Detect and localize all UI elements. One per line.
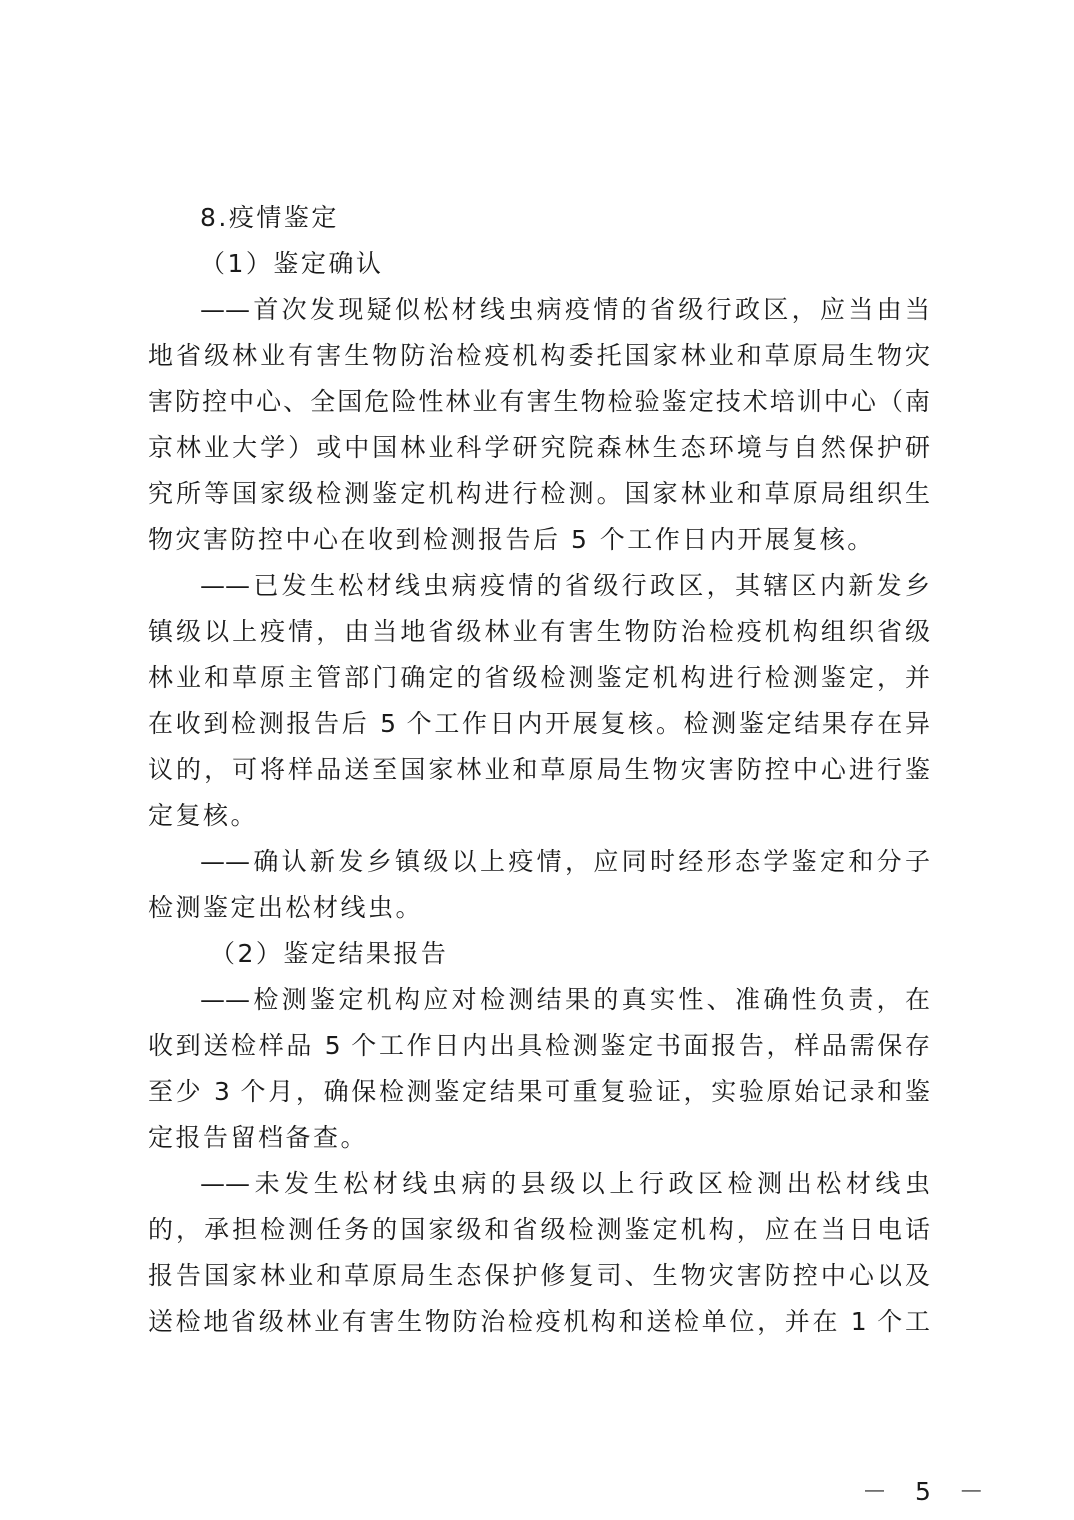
paragraph-line: 定复核。 [148, 801, 259, 830]
paragraph-line: ——首次发现疑似松材线虫病疫情的省级行政区，应当由当 [200, 295, 930, 324]
paragraph-line: 镇级以上疫情，由当地省级林业有害生物防治检疫机构组织省级 [148, 617, 930, 646]
paragraph-line: 林业和草原主管部门确定的省级检测鉴定机构进行检测鉴定，并 [148, 663, 930, 692]
paragraph-line: 报告国家林业和草原局生态保护修复司、生物灾害防控中心以及 [148, 1261, 930, 1290]
paragraph-line: 在收到检测报告后 5 个工作日内开展复核。检测鉴定结果存在异 [148, 709, 930, 738]
paragraph-line: 物灾害防控中心在收到检测报告后 5 个工作日内开展复核。 [148, 525, 875, 554]
paragraph-line: 检测鉴定出松材线虫。 [148, 893, 424, 922]
subsection-heading: （1）鉴定确认 [200, 249, 384, 278]
page-number: － 5 － [862, 1477, 994, 1506]
paragraph-line: 收到送检样品 5 个工作日内出具检测鉴定书面报告，样品需保存 [148, 1031, 930, 1060]
paragraph-line: ——确认新发乡镇级以上疫情，应同时经形态学鉴定和分子 [200, 847, 930, 876]
paragraph-line: 地省级林业有害生物防治检疫机构委托国家林业和草原局生物灾 [148, 341, 930, 370]
paragraph-line: 京林业大学）或中国林业科学研究院森林生态环境与自然保护研 [148, 433, 930, 462]
paragraph-line: 的，承担检测任务的国家级和省级检测鉴定机构，应在当日电话 [148, 1215, 930, 1244]
section-heading: 8.疫情鉴定 [200, 203, 339, 232]
paragraph-line: 究所等国家级检测鉴定机构进行检测。国家林业和草原局组织生 [148, 479, 930, 508]
subsection-heading: （2）鉴定结果报告 [210, 939, 449, 968]
paragraph-line: 至少 3 个月，确保检测鉴定结果可重复验证，实验原始记录和鉴 [148, 1077, 930, 1106]
paragraph-line: ——检测鉴定机构应对检测结果的真实性、准确性负责，在 [200, 985, 930, 1014]
document-body [148, 195, 930, 1345]
paragraph-line: 议的，可将样品送至国家林业和草原局生物灾害防控中心进行鉴 [148, 755, 930, 784]
paragraph-line: 害防控中心、全国危险性林业有害生物检验鉴定技术培训中心（南 [148, 387, 930, 416]
paragraph-line: ——已发生松材线虫病疫情的省级行政区，其辖区内新发乡 [200, 571, 930, 600]
paragraph-line: 定报告留档备查。 [148, 1123, 369, 1152]
paragraph-line: 送检地省级林业有害生物防治检疫机构和送检单位，并在 1 个工 [148, 1307, 930, 1336]
paragraph-line: ——未发生松材线虫病的县级以上行政区检测出松材线虫 [200, 1169, 930, 1198]
